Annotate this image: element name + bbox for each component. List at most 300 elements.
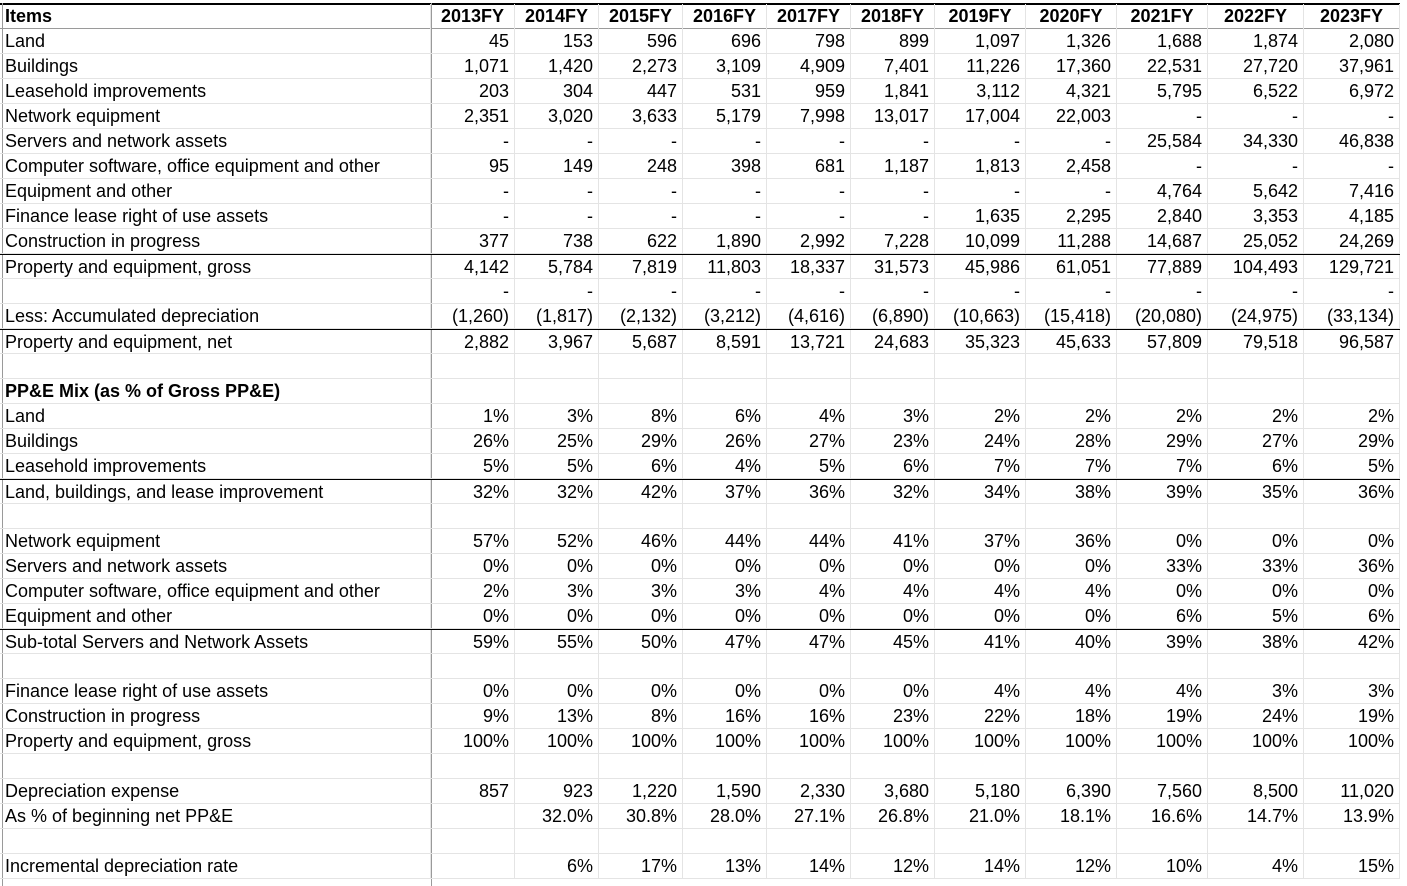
value-cell[interactable]: 0% [431,679,515,704]
value-cell[interactable]: 41% [935,630,1026,655]
row-label-cell[interactable]: Land [0,29,431,54]
value-cell[interactable]: 16% [767,704,851,729]
value-cell[interactable]: - [851,129,935,154]
value-cell[interactable]: 77,889 [1117,255,1208,280]
value-cell[interactable]: 31,573 [851,255,935,280]
row-label-cell[interactable] [0,654,431,679]
value-cell[interactable]: 2,080 [1304,29,1400,54]
year-header-cell[interactable]: 2023FY [1304,4,1400,29]
value-cell[interactable]: 33% [1117,554,1208,579]
year-header-cell[interactable]: 2013FY [431,4,515,29]
value-cell[interactable]: 100% [515,729,599,754]
value-cell[interactable]: 2,992 [767,229,851,254]
value-cell[interactable]: 0% [599,679,683,704]
value-cell[interactable]: 13,017 [851,104,935,129]
value-cell[interactable]: 27.1% [767,804,851,829]
value-cell[interactable]: 25,052 [1208,229,1304,254]
value-cell[interactable]: - [515,179,599,204]
value-cell[interactable]: 3,967 [515,330,599,355]
value-cell[interactable]: - [767,204,851,229]
value-cell[interactable] [851,504,935,529]
value-cell[interactable]: 11,288 [1026,229,1117,254]
value-cell[interactable]: 79,518 [1208,330,1304,355]
value-cell[interactable] [431,754,515,779]
row-label-cell[interactable]: Depreciation expense [0,779,431,804]
value-cell[interactable] [767,379,851,404]
value-cell[interactable]: 7,416 [1304,179,1400,204]
value-cell[interactable] [1026,354,1117,379]
value-cell[interactable]: 8% [599,704,683,729]
value-cell[interactable]: 0% [599,604,683,629]
value-cell[interactable]: - [599,129,683,154]
value-cell[interactable]: 0% [767,679,851,704]
value-cell[interactable]: 34,330 [1208,129,1304,154]
value-cell[interactable]: 30.8% [599,804,683,829]
row-label-cell[interactable]: Property and equipment, gross [0,729,431,754]
value-cell[interactable]: 6,522 [1208,79,1304,104]
value-cell[interactable]: 4% [1208,854,1304,879]
value-cell[interactable]: 2,273 [599,54,683,79]
value-cell[interactable]: 304 [515,79,599,104]
value-cell[interactable]: 29% [1117,429,1208,454]
value-cell[interactable] [1208,504,1304,529]
value-cell[interactable]: 42% [599,480,683,505]
row-label-cell[interactable]: Computer software, office equipment and other [0,579,431,604]
value-cell[interactable]: - [1208,279,1304,304]
value-cell[interactable]: - [515,204,599,229]
value-cell[interactable] [1117,829,1208,854]
value-cell[interactable]: 27% [767,429,851,454]
value-cell[interactable]: 22,003 [1026,104,1117,129]
value-cell[interactable] [1304,504,1400,529]
value-cell[interactable]: 6% [1117,604,1208,629]
value-cell[interactable] [1304,354,1400,379]
value-cell[interactable] [1304,379,1400,404]
value-cell[interactable]: - [599,179,683,204]
value-cell[interactable]: 1,420 [515,54,599,79]
value-cell[interactable]: 100% [1117,729,1208,754]
row-label-cell[interactable]: Servers and network assets [0,129,431,154]
value-cell[interactable]: 47% [767,630,851,655]
value-cell[interactable]: 2,295 [1026,204,1117,229]
value-cell[interactable]: 34% [935,480,1026,505]
value-cell[interactable]: 24,269 [1304,229,1400,254]
value-cell[interactable]: 798 [767,29,851,54]
value-cell[interactable] [1208,654,1304,679]
value-cell[interactable]: 7,401 [851,54,935,79]
value-cell[interactable]: 3% [515,579,599,604]
value-cell[interactable]: 5,687 [599,330,683,355]
value-cell[interactable]: 447 [599,79,683,104]
value-cell[interactable]: 4,185 [1304,204,1400,229]
value-cell[interactable]: 18,337 [767,255,851,280]
value-cell[interactable]: 24% [935,429,1026,454]
value-cell[interactable]: 7% [935,454,1026,479]
value-cell[interactable]: 0% [851,604,935,629]
value-cell[interactable] [935,654,1026,679]
value-cell[interactable]: 5% [515,454,599,479]
value-cell[interactable]: 0% [515,679,599,704]
value-cell[interactable]: 57,809 [1117,330,1208,355]
value-cell[interactable]: 47% [683,630,767,655]
value-cell[interactable] [431,654,515,679]
value-cell[interactable]: 2,882 [431,330,515,355]
value-cell[interactable]: 38% [1026,480,1117,505]
value-cell[interactable]: 29% [599,429,683,454]
value-cell[interactable]: - [599,204,683,229]
value-cell[interactable]: 14% [767,854,851,879]
value-cell[interactable]: 1,813 [935,154,1026,179]
year-header-cell[interactable]: 2016FY [683,4,767,29]
year-header-cell[interactable]: 2014FY [515,4,599,29]
value-cell[interactable]: - [1026,179,1117,204]
value-cell[interactable]: - [767,129,851,154]
value-cell[interactable]: - [1026,279,1117,304]
value-cell[interactable]: (10,663) [935,304,1026,329]
value-cell[interactable] [1026,754,1117,779]
value-cell[interactable] [683,654,767,679]
year-header-cell[interactable]: 2022FY [1208,4,1304,29]
value-cell[interactable]: 5,180 [935,779,1026,804]
value-cell[interactable]: - [1117,104,1208,129]
value-cell[interactable]: 14% [935,854,1026,879]
value-cell[interactable]: 2% [1026,404,1117,429]
value-cell[interactable]: 1,220 [599,779,683,804]
value-cell[interactable]: 46,838 [1304,129,1400,154]
value-cell[interactable]: 129,721 [1304,255,1400,280]
value-cell[interactable]: 3% [851,404,935,429]
value-cell[interactable]: 17,004 [935,104,1026,129]
value-cell[interactable]: 45,986 [935,255,1026,280]
value-cell[interactable]: - [935,129,1026,154]
value-cell[interactable]: - [935,279,1026,304]
value-cell[interactable] [1208,379,1304,404]
value-cell[interactable] [1117,354,1208,379]
row-label-cell[interactable]: Network equipment [0,529,431,554]
value-cell[interactable]: 5,795 [1117,79,1208,104]
value-cell[interactable]: 3,680 [851,779,935,804]
value-cell[interactable]: 6% [1304,604,1400,629]
value-cell[interactable]: 59% [431,630,515,655]
value-cell[interactable] [431,854,515,879]
value-cell[interactable] [515,654,599,679]
value-cell[interactable] [1026,379,1117,404]
value-cell[interactable]: 9% [431,704,515,729]
row-label-cell[interactable]: Servers and network assets [0,554,431,579]
value-cell[interactable]: 17% [599,854,683,879]
row-label-cell[interactable]: Leasehold improvements [0,454,431,479]
value-cell[interactable]: - [851,179,935,204]
value-cell[interactable]: 0% [1208,579,1304,604]
value-cell[interactable]: - [683,204,767,229]
value-cell[interactable]: (24,975) [1208,304,1304,329]
value-cell[interactable] [767,654,851,679]
row-label-cell[interactable]: PP&E Mix (as % of Gross PP&E) [0,379,431,404]
value-cell[interactable]: 39% [1117,480,1208,505]
value-cell[interactable]: 0% [431,554,515,579]
value-cell[interactable]: 0% [1026,554,1117,579]
value-cell[interactable] [683,754,767,779]
value-cell[interactable] [431,354,515,379]
value-cell[interactable]: 100% [1208,729,1304,754]
value-cell[interactable] [1117,379,1208,404]
value-cell[interactable]: 0% [851,679,935,704]
value-cell[interactable]: - [1304,279,1400,304]
value-cell[interactable]: 738 [515,229,599,254]
value-cell[interactable]: 0% [515,554,599,579]
value-cell[interactable] [599,504,683,529]
value-cell[interactable]: - [515,129,599,154]
value-cell[interactable]: 44% [683,529,767,554]
value-cell[interactable]: 22,531 [1117,54,1208,79]
row-label-cell[interactable] [0,504,431,529]
value-cell[interactable] [935,829,1026,854]
value-cell[interactable]: 4% [1026,579,1117,604]
value-cell[interactable]: 5% [767,454,851,479]
value-cell[interactable]: - [767,179,851,204]
value-cell[interactable]: 55% [515,630,599,655]
value-cell[interactable]: 16% [683,704,767,729]
value-cell[interactable]: 11,803 [683,255,767,280]
value-cell[interactable]: - [851,279,935,304]
value-cell[interactable]: 4% [1117,679,1208,704]
value-cell[interactable] [935,379,1026,404]
value-cell[interactable] [935,754,1026,779]
value-cell[interactable]: 28% [1026,429,1117,454]
value-cell[interactable]: 100% [431,729,515,754]
row-label-cell[interactable]: Land [0,404,431,429]
row-label-cell[interactable]: Incremental depreciation rate [0,854,431,879]
value-cell[interactable]: - [1208,104,1304,129]
value-cell[interactable]: 37% [683,480,767,505]
value-cell[interactable]: 100% [851,729,935,754]
value-cell[interactable]: 149 [515,154,599,179]
value-cell[interactable]: 6% [1208,454,1304,479]
value-cell[interactable] [767,829,851,854]
value-cell[interactable]: 13% [515,704,599,729]
value-cell[interactable]: 4% [935,579,1026,604]
value-cell[interactable]: 26.8% [851,804,935,829]
value-cell[interactable] [431,504,515,529]
value-cell[interactable]: 4,909 [767,54,851,79]
value-cell[interactable]: 531 [683,79,767,104]
value-cell[interactable]: 0% [1304,579,1400,604]
value-cell[interactable]: 5% [1208,604,1304,629]
value-cell[interactable]: 13,721 [767,330,851,355]
value-cell[interactable] [431,829,515,854]
value-cell[interactable]: 33% [1208,554,1304,579]
value-cell[interactable]: 39% [1117,630,1208,655]
value-cell[interactable] [599,829,683,854]
value-cell[interactable] [1026,829,1117,854]
value-cell[interactable]: 57% [431,529,515,554]
value-cell[interactable]: 37,961 [1304,54,1400,79]
value-cell[interactable]: 19% [1117,704,1208,729]
value-cell[interactable]: 1,635 [935,204,1026,229]
value-cell[interactable]: 17,360 [1026,54,1117,79]
value-cell[interactable]: - [1304,154,1400,179]
value-cell[interactable]: 6% [683,404,767,429]
value-cell[interactable]: 0% [683,679,767,704]
value-cell[interactable] [683,379,767,404]
row-label-cell[interactable]: Leasehold improvements [0,79,431,104]
row-label-cell[interactable]: Land, buildings, and lease improvement [0,480,431,505]
value-cell[interactable]: 35% [1208,480,1304,505]
value-cell[interactable]: 35,323 [935,330,1026,355]
value-cell[interactable]: 15% [1304,854,1400,879]
value-cell[interactable]: 1,590 [683,779,767,804]
value-cell[interactable]: - [1117,154,1208,179]
value-cell[interactable]: 95 [431,154,515,179]
value-cell[interactable]: - [431,129,515,154]
row-label-cell[interactable]: Finance lease right of use assets [0,679,431,704]
year-header-cell[interactable]: 2017FY [767,4,851,29]
value-cell[interactable]: 27,720 [1208,54,1304,79]
value-cell[interactable] [515,829,599,854]
row-label-cell[interactable] [0,829,431,854]
value-cell[interactable]: 622 [599,229,683,254]
value-cell[interactable]: 1% [431,404,515,429]
value-cell[interactable]: 3,633 [599,104,683,129]
value-cell[interactable]: - [1117,279,1208,304]
value-cell[interactable]: 18% [1026,704,1117,729]
value-cell[interactable]: 0% [851,554,935,579]
year-header-cell[interactable]: 2018FY [851,4,935,29]
value-cell[interactable]: 6,390 [1026,779,1117,804]
value-cell[interactable]: 596 [599,29,683,54]
value-cell[interactable]: 24% [1208,704,1304,729]
value-cell[interactable]: 24,683 [851,330,935,355]
value-cell[interactable] [683,504,767,529]
row-label-cell[interactable]: Network equipment [0,104,431,129]
value-cell[interactable]: 100% [1304,729,1400,754]
value-cell[interactable] [431,379,515,404]
value-cell[interactable]: 96,587 [1304,330,1400,355]
row-label-cell[interactable]: Equipment and other [0,179,431,204]
value-cell[interactable]: 0% [599,554,683,579]
value-cell[interactable]: 2,351 [431,104,515,129]
value-cell[interactable]: 10,099 [935,229,1026,254]
value-cell[interactable]: 13% [683,854,767,879]
row-label-cell[interactable]: Less: Accumulated depreciation [0,304,431,329]
value-cell[interactable]: 45% [851,630,935,655]
value-cell[interactable]: 36% [767,480,851,505]
value-cell[interactable]: 21.0% [935,804,1026,829]
value-cell[interactable]: 0% [935,554,1026,579]
value-cell[interactable] [767,504,851,529]
value-cell[interactable] [1208,754,1304,779]
value-cell[interactable]: - [683,279,767,304]
value-cell[interactable] [1304,829,1400,854]
value-cell[interactable] [1304,754,1400,779]
value-cell[interactable] [851,379,935,404]
value-cell[interactable]: 13.9% [1304,804,1400,829]
value-cell[interactable]: 2% [1208,404,1304,429]
value-cell[interactable] [851,829,935,854]
value-cell[interactable] [1304,654,1400,679]
value-cell[interactable]: 8,500 [1208,779,1304,804]
value-cell[interactable]: 32.0% [515,804,599,829]
value-cell[interactable]: 2% [935,404,1026,429]
value-cell[interactable]: 25% [515,429,599,454]
value-cell[interactable]: 5% [431,454,515,479]
value-cell[interactable]: 1,874 [1208,29,1304,54]
row-label-cell[interactable]: Sub-total Servers and Network Assets [0,630,431,655]
value-cell[interactable]: 696 [683,29,767,54]
value-cell[interactable]: 27% [1208,429,1304,454]
value-cell[interactable]: 0% [431,604,515,629]
value-cell[interactable]: 7,228 [851,229,935,254]
value-cell[interactable]: 37% [935,529,1026,554]
value-cell[interactable]: 23% [851,429,935,454]
value-cell[interactable]: 19% [1304,704,1400,729]
row-label-cell[interactable]: As % of beginning net PP&E [0,804,431,829]
row-label-cell[interactable]: Construction in progress [0,229,431,254]
value-cell[interactable]: (1,260) [431,304,515,329]
value-cell[interactable]: 153 [515,29,599,54]
value-cell[interactable]: 3,353 [1208,204,1304,229]
value-cell[interactable]: 26% [683,429,767,454]
value-cell[interactable] [431,804,515,829]
value-cell[interactable]: 681 [767,154,851,179]
row-label-cell[interactable] [0,354,431,379]
value-cell[interactable]: 32% [431,480,515,505]
value-cell[interactable]: 1,841 [851,79,935,104]
value-cell[interactable]: 0% [683,604,767,629]
value-cell[interactable]: 2,458 [1026,154,1117,179]
value-cell[interactable]: 10% [1117,854,1208,879]
year-header-cell[interactable]: 2021FY [1117,4,1208,29]
value-cell[interactable]: (4,616) [767,304,851,329]
value-cell[interactable]: 0% [1117,579,1208,604]
value-cell[interactable]: - [1026,129,1117,154]
row-label-cell[interactable]: Equipment and other [0,604,431,629]
value-cell[interactable]: 0% [1117,529,1208,554]
value-cell[interactable]: 36% [1026,529,1117,554]
value-cell[interactable]: (15,418) [1026,304,1117,329]
value-cell[interactable]: 0% [683,554,767,579]
value-cell[interactable]: 2,330 [767,779,851,804]
value-cell[interactable]: - [1304,104,1400,129]
value-cell[interactable]: 4% [767,404,851,429]
value-cell[interactable]: 14,687 [1117,229,1208,254]
value-cell[interactable]: 7,560 [1117,779,1208,804]
value-cell[interactable]: 203 [431,79,515,104]
value-cell[interactable] [683,829,767,854]
row-label-cell[interactable]: Construction in progress [0,704,431,729]
value-cell[interactable]: 0% [935,604,1026,629]
value-cell[interactable]: 46% [599,529,683,554]
value-cell[interactable]: 6% [515,854,599,879]
value-cell[interactable]: 4% [851,579,935,604]
value-cell[interactable] [851,754,935,779]
value-cell[interactable]: 45,633 [1026,330,1117,355]
value-cell[interactable]: 23% [851,704,935,729]
value-cell[interactable]: 40% [1026,630,1117,655]
value-cell[interactable]: (2,132) [599,304,683,329]
value-cell[interactable]: 1,187 [851,154,935,179]
value-cell[interactable]: - [683,129,767,154]
value-cell[interactable]: 42% [1304,630,1400,655]
value-cell[interactable]: 100% [1026,729,1117,754]
value-cell[interactable]: - [599,279,683,304]
value-cell[interactable] [599,754,683,779]
value-cell[interactable]: 0% [767,604,851,629]
value-cell[interactable]: 11,226 [935,54,1026,79]
value-cell[interactable]: 4% [935,679,1026,704]
value-cell[interactable] [599,654,683,679]
value-cell[interactable]: 4,764 [1117,179,1208,204]
